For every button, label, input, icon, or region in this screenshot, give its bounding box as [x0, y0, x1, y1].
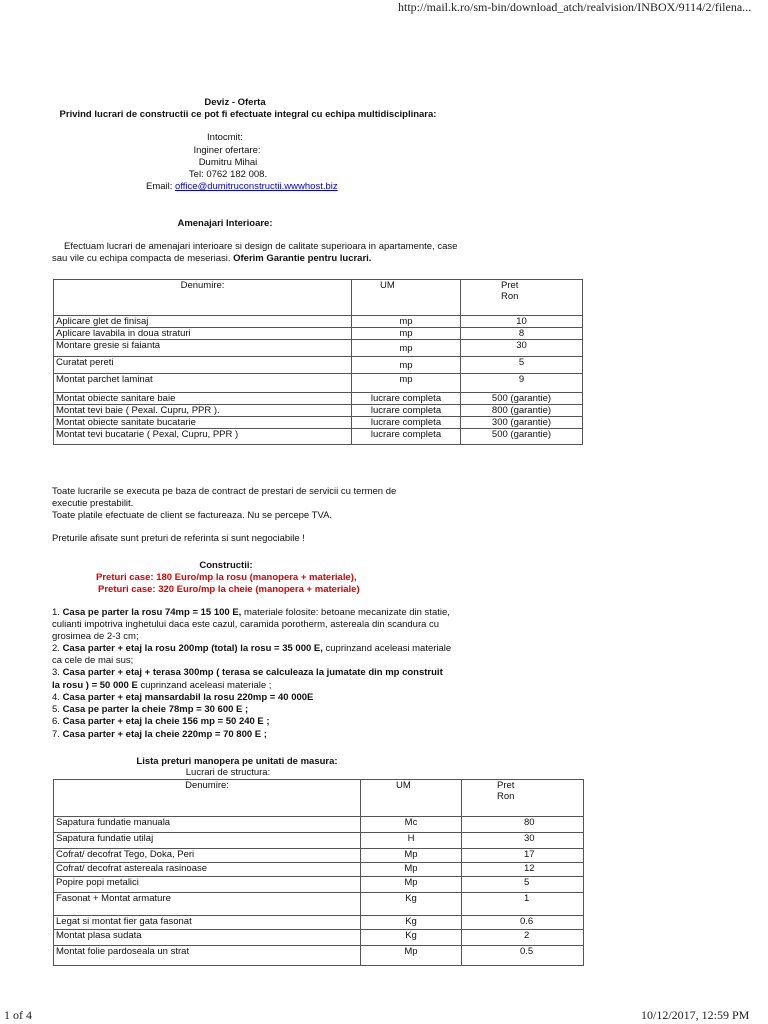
guarantee-text: Oferim Garantie pentru lucrari. — [233, 253, 372, 264]
list-item: 5. Casa pe parter la cheie 78mp = 30 600 E ; — [52, 704, 249, 715]
list-item-continued: ca cele de mai sus; — [52, 655, 134, 666]
note-contract-2: executie prestabilit. — [52, 498, 134, 509]
interior-heading: Amenajari Interioare: — [177, 218, 273, 229]
note-contract-1: Toate lucrarile se executa pe baza de contract de prestari de servicii cu termen de — [52, 486, 397, 497]
table-header-row — [54, 780, 584, 817]
col-header-name: Denumire: — [54, 780, 361, 817]
price-red-rate: Preturi case: 180 Euro/mp la rosu (manopera + materiale), — [96, 572, 357, 583]
list-item: 2. Casa parter + etaj la rosu 200mp (total) la rosu = 35 000 E, cuprinzand aceleasi materiale — [52, 643, 452, 654]
table-row: Fasonat + Montat armature Kg 1 — [54, 893, 584, 916]
table-row: Legat si montat fier gata fasonat Kg 0.6 — [54, 916, 584, 930]
table-row: Montat tevi bucatarie ( Pexal, Cupru, PPR ) lucrare completa 500 (garantie) — [54, 429, 583, 445]
list-item-continued: la rosu ) = 50 000 E cuprinzand aceleasi materiale ; — [52, 680, 272, 691]
email-label: Email: — [146, 181, 176, 192]
table-row: Montat folie pardoseala un strat Mp 0.5 — [54, 946, 584, 966]
col-header-name: Denumire: — [54, 280, 352, 316]
list-item-continued: grosimea de 2-3 cm; — [52, 631, 139, 642]
table-row: Montat obiecte sanitate bucatarie lucrare completa 300 (garantie) — [54, 417, 583, 429]
interior-price-table — [53, 279, 583, 445]
list-item: 1. Casa pe parter la rosu 74mp = 15 100 E, materiale folosite: betoane mecanizate din statie, — [52, 607, 450, 618]
list-item-continued: culianti impotriva inghetului daca este cazul, caramida porotherm, astereala din scandura cu — [52, 619, 440, 630]
print-timestamp: 10/12/2017, 12:59 PM — [641, 1008, 750, 1022]
list-item: 4. Casa parter + etaj mansardabil la rosu 220mp = 40 000E — [52, 692, 314, 703]
labor-subheading: Lucrari de structura: — [185, 767, 271, 778]
col-header-um: UM — [352, 280, 461, 316]
interior-intro-line-1: Efectuam lucrari de amenajari interioare si design de calitate superioara in apartamente, case — [64, 241, 458, 252]
document-title: Deviz - Oferta — [204, 97, 266, 108]
note-negotiable: Preturile afisate sunt preturi de referinta si sunt negociabile ! — [52, 533, 305, 544]
col-header-price: Pret Ron — [462, 780, 584, 817]
table-row: Aplicare lavabila in doua straturi mp 8 — [54, 328, 583, 340]
table-row: Curatat pereti mp 5 — [54, 357, 583, 374]
page-indicator: 1 of 4 — [4, 1008, 32, 1022]
author-label: Intocmit: — [207, 132, 243, 143]
author-name: Dumitru Mihai — [198, 157, 258, 168]
email-link[interactable]: office@dumitruconstructii.wwwhost.biz — [175, 181, 338, 192]
table-header-row — [54, 280, 583, 316]
labor-price-table — [53, 779, 584, 966]
list-item: 6. Casa parter + etaj la cheie 156 mp = 50 240 E ; — [52, 716, 270, 727]
table-row: Cofrat/ decofrat astereala rasinoase Mp 12 — [54, 863, 584, 877]
col-header-price: Pret Ron — [461, 280, 583, 316]
table-row: Popire popi metalici Mp 5 — [54, 877, 584, 893]
construction-heading: Constructii: — [199, 560, 253, 571]
page-url: http://mail.k.ro/sm-bin/download_atch/realvision/INBOX/9114/2/filena... — [398, 0, 752, 14]
document-subtitle: Privind lucrari de constructii ce pot fi efectuate integral cu echipa multidisciplinara: — [59, 109, 437, 120]
table-row: Aplicare glet de finisaj mp 10 — [54, 316, 583, 328]
table-row: Montat plasa sudata Kg 2 — [54, 930, 584, 946]
price-turnkey-rate: Preturi case: 320 Euro/mp la cheie (manopera + materiale) — [98, 584, 360, 595]
interior-intro-line-2: sau vile cu echipa compacta de meseriasi. Oferim Garantie pentru lucrari. — [52, 253, 372, 264]
table-row: Montat parchet laminat mp 9 — [54, 374, 583, 393]
author-phone: Tel: 0762 182 008. — [188, 169, 268, 180]
list-item: 7. Casa parter + etaj la cheie 220mp = 70 800 E ; — [52, 729, 267, 740]
email-line — [146, 181, 338, 192]
note-invoice: Toate platile efectuate de client se factureaza. Nu se percepe TVA. — [52, 510, 333, 521]
author-role: Inginer ofertare: — [193, 145, 261, 156]
table-row: Montat tevi baie ( Pexal. Cupru, PPR ). lucrare completa 800 (garantie) — [54, 405, 583, 417]
table-row: Montare gresie si faianta mp 30 — [54, 340, 583, 357]
labor-heading: Lista preturi manopera pe unitati de masura: — [136, 756, 338, 767]
table-row: Cofrat/ decofrat Tego, Doka, Peri Mp 17 — [54, 849, 584, 863]
table-row: Montat obiecte sanitare baie lucrare completa 500 (garantie) — [54, 393, 583, 405]
table-row: Sapatura fundatie utilaj H 30 — [54, 833, 584, 849]
col-header-um: UM — [361, 780, 462, 817]
list-item: 3. Casa parter + etaj + terasa 300mp ( terasa se calculeaza la jumatate din mp construit — [52, 667, 443, 678]
table-row: Sapatura fundatie manuala Mc 80 — [54, 817, 584, 833]
